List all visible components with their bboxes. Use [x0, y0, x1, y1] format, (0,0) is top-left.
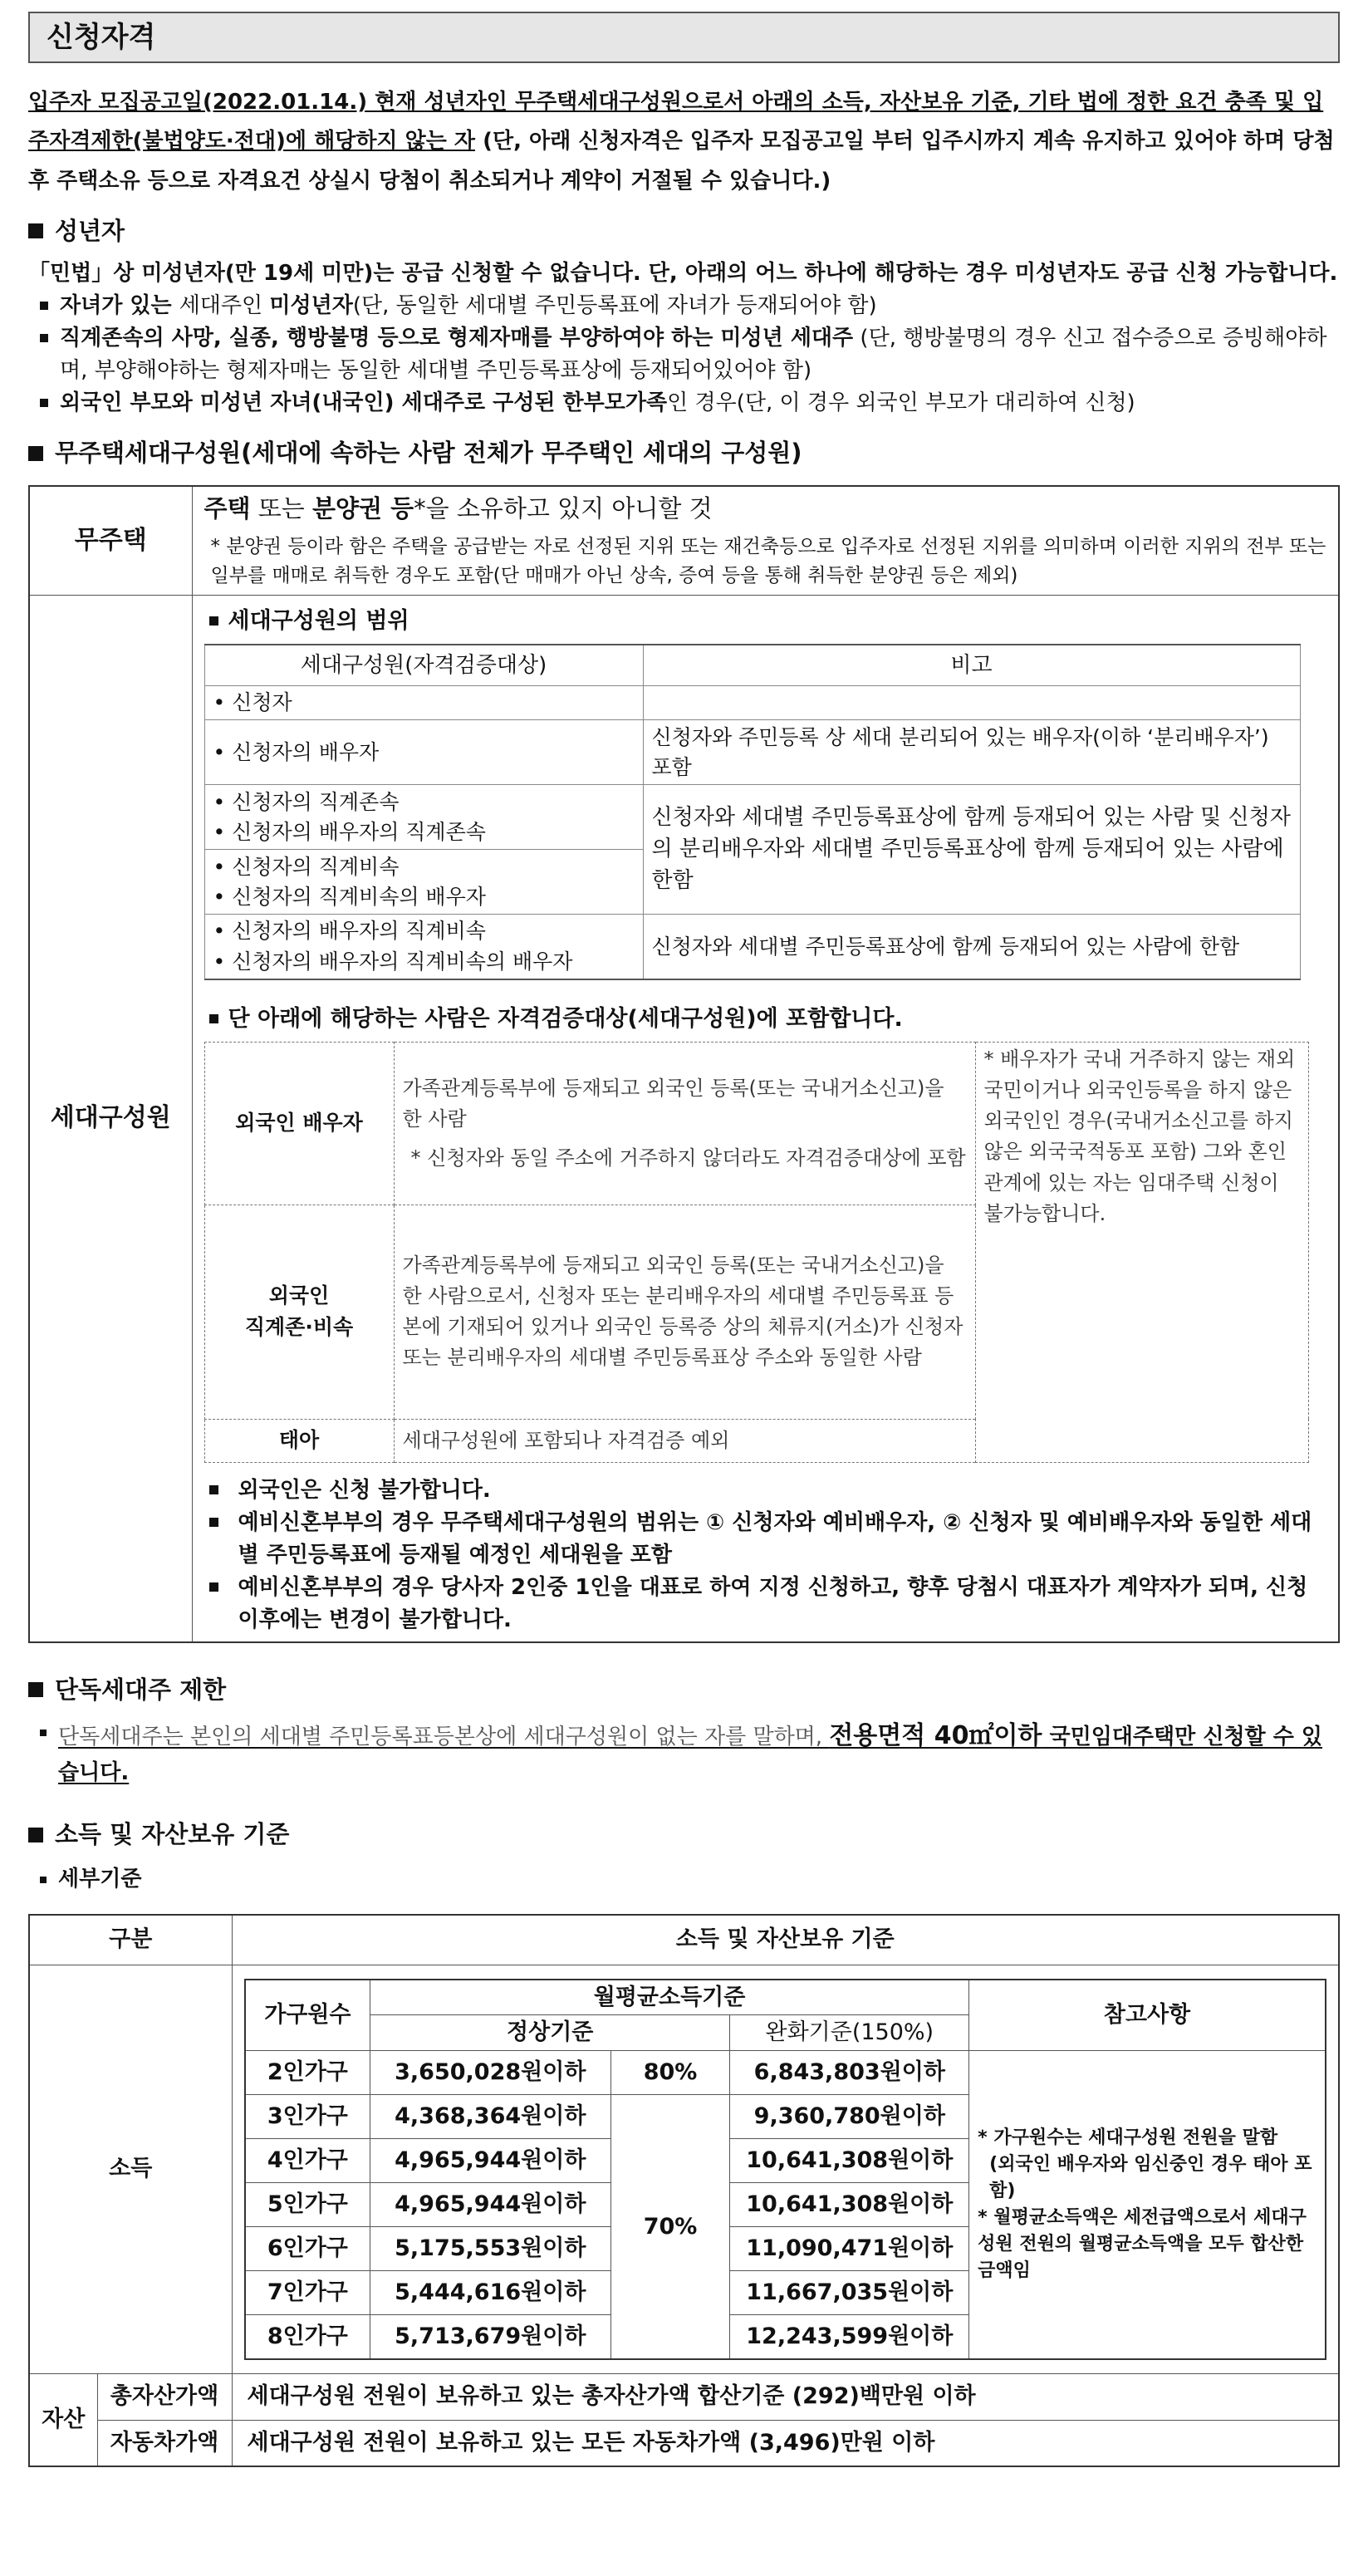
row-relaxed: 11,667,035원이하 — [730, 2271, 969, 2315]
footnote-3: 예비신혼부부의 경우 당사자 2인중 1인을 대표로 하여 지정 신청하고, 향후 당첨시 대표자가 계약자가 되며, 신청이후에는 변경이 불가합니다. — [204, 1572, 1326, 1636]
section-title: 신청자격 — [47, 20, 156, 54]
asset-total-label: 총자산가액 — [97, 2373, 232, 2420]
row-size: 5인가구 — [245, 2183, 370, 2227]
intro-rest: (단, 아래 신청자격은 입주자 모집공고일 부터 입주시까지 계속 유지하고 있어야 하며 당첨 후 주택소유 등으로 자격요건 상실시 당첨이 취소되거나 계약이 거절될 수 있습니다.) — [28, 129, 1335, 194]
h-size: 가구원수 — [245, 1980, 370, 2051]
footnote-2: 예비신혼부부의 경우 무주택세대구성원의 범위는 ① 신청자와 예비배우자, ② 신청자 및 예비배우자와 동일한 세대별 주민등록표에 등재될 예정인 세대원을 포함 — [204, 1507, 1326, 1572]
row-spouse-descendant: • 신청자의 배우자의 직계비속 • 신청자의 배우자의 직계비속의 배우자 — [204, 915, 643, 979]
intro-underlined: 입주자 모집공고일(2022.01.14.) 현재 성년자인 무주택세대구성원으로서 아래의 소득, 자산보유 기준, 기타 법에 정한 요건 충족 및 입주자격제한(불법양도·전대)에 해당하지 않는 자 — [28, 90, 1324, 155]
footnote-1: 외국인은 신청 불가합니다. — [204, 1474, 1326, 1507]
row-spouse: • 신청자의 배우자 — [204, 720, 643, 785]
square-bullet-icon — [209, 616, 218, 626]
row-normal: 4,965,944원이하 — [370, 2139, 610, 2183]
single-bullet: 단독세대주는 본인의 세대별 주민등록표등본상에 세대구성원이 없는 자를 말하며, 전용면적 40㎡이하 국민임대주택만 신청할 수 있습니다. — [40, 1716, 1340, 1791]
asset-total: 세대구성원 전원이 보유하고 있는 총자산가액 합산기준 (292)백만원 이하 — [232, 2373, 1339, 2420]
adult-bullet-1: 자녀가 있는 세대주인 미성년자(단, 동일한 세대별 주민등록표에 자녀가 등재되어야 함) — [40, 290, 1340, 322]
row-normal: 5,713,679원이하 — [370, 2315, 610, 2359]
scope-heading: 세대구성원의 범위 — [209, 604, 1331, 639]
row-size: 7인가구 — [245, 2271, 370, 2315]
income-ref-notes: * 가구원수는 세대구성원 전원을 말함 (외국인 배우자와 임신중인 경우 태아 포함) * 월평균소득액은 세전급액으로서 세대구성원 전원의 월평균소득액을 모두 합산한 금액임 — [969, 2051, 1326, 2359]
intro-paragraph — [28, 83, 1340, 201]
row-normal: 3,650,028원이하 — [370, 2051, 610, 2095]
square-bullet-icon — [209, 1582, 218, 1592]
include-heading: 단 아래에 해당하는 사람은 자격검증대상(세대구성원)에 포함합니다. — [209, 1002, 1331, 1037]
square-bullet-icon — [28, 223, 43, 238]
adult-bullet-2: 직계존속의 사망, 실종, 행방불명 등으로 형제자매를 부양하여야 하는 미성년 세대주 (단, 행방불명의 경우 신고 접수증으로 증빙해야하며, 부양해야하는 형제자매는 동일한 세대별 주민등록표상에 등재되어있어야 함) — [40, 322, 1340, 387]
square-bullet-icon — [209, 1014, 218, 1023]
h-normal: 정상기준 — [370, 2015, 729, 2051]
h-ref: 참고사항 — [969, 1980, 1326, 2051]
square-bullet-icon — [28, 1828, 43, 1842]
income-sub: 세부기준 — [40, 1863, 1340, 1896]
row-size: 4인가구 — [245, 2139, 370, 2183]
square-bullet-icon — [40, 399, 48, 407]
square-bullet-icon — [40, 334, 48, 342]
col-note: 비고 — [643, 645, 1300, 686]
row-relaxed: 11,090,471원이하 — [730, 2227, 969, 2271]
row-applicant: • 신청자 — [204, 686, 643, 720]
row-ascendant: • 신청자의 직계존속 • 신청자의 배우자의 직계존속 — [204, 785, 643, 850]
adult-paragraph: 「민법」상 미성년자(만 19세 미만)는 공급 신청할 수 없습니다. 단, 아래의 어느 하나에 해당하는 경우 미성년자도 공급 신청 가능합니다. — [28, 260, 1338, 286]
pct-80: 80% — [610, 2051, 730, 2095]
square-bullet-icon — [209, 1518, 218, 1527]
row-relaxed: 10,641,308원이하 — [730, 2183, 969, 2227]
fetus-text: 세대구성원에 포함되나 자격검증 예외 — [394, 1419, 975, 1462]
row-relaxed: 9,360,780원이하 — [730, 2095, 969, 2139]
row-normal: 5,444,616원이하 — [370, 2271, 610, 2315]
member-label: 세대구성원 — [29, 596, 192, 1642]
row-normal: 4,368,364원이하 — [370, 2095, 610, 2139]
h-relaxed: 완화기준(150%) — [730, 2015, 969, 2051]
income-heading: 소득 및 자산보유 기준 — [28, 1816, 1340, 1853]
row-size: 3인가구 — [245, 2095, 370, 2139]
square-bullet-icon — [40, 302, 48, 310]
nohouse-line: 주택 또는 분양권 등*을 소유하고 있지 아니할 것 — [203, 494, 713, 523]
row-relaxed: 10,641,308원이하 — [730, 2139, 969, 2183]
pct-70: 70% — [610, 2095, 730, 2359]
row-relaxed: 12,243,599원이하 — [730, 2315, 969, 2359]
h-gubun: 구분 — [29, 1915, 232, 1965]
income-table — [28, 1914, 1340, 2467]
h-criteria: 소득 및 자산보유 기준 — [232, 1915, 1339, 1965]
row-relaxed: 6,843,803원이하 — [730, 2051, 969, 2095]
adult-heading: 성년자 — [28, 213, 1340, 250]
row-normal: 4,965,944원이하 — [370, 2183, 610, 2227]
square-bullet-icon — [209, 1485, 218, 1494]
row-ascendant-note: 신청자와 세대별 주민등록표상에 함께 등재되어 있는 사람 및 신청자의 분리배우자와 세대별 주민등록표상에 함께 등재되어 있는 사람에 한함 — [643, 785, 1300, 915]
square-bullet-icon — [28, 446, 43, 461]
car-value: 세대구성원 전원이 보유하고 있는 모든 자동차가액 (3,496)만원 이하 — [232, 2420, 1339, 2466]
h-monthly: 월평균소득기준 — [370, 1980, 968, 2015]
foreign-lineal-label: 외국인 직계존·비속 — [204, 1205, 394, 1419]
row-size: 8인가구 — [245, 2315, 370, 2359]
include-table — [204, 1042, 1309, 1463]
income-label: 소득 — [29, 1965, 232, 2373]
fetus-label: 태아 — [204, 1419, 394, 1462]
asset-label: 자산 — [29, 2373, 97, 2466]
single-heading: 단독세대주 제한 — [28, 1671, 1340, 1709]
car-label: 자동차가액 — [97, 2420, 232, 2466]
foreign-spouse-text: 가족관계등록부에 등재되고 외국인 등록(또는 국내거소신고)을 한 사람 — [402, 1076, 944, 1131]
foreign-side-note: * 배우자가 국내 거주하지 않는 재외국민이거나 외국인등록을 하지 않은 외국인인 경우(국내거소신고를 하지 않은 외국국적동포 포함) 그와 혼인관계에 있는 자는 임대주택 신청이 불가능합니다. — [975, 1042, 1308, 1462]
scope-table — [204, 644, 1301, 980]
foreign-spouse-note: * 신청자와 동일 주소에 거주하지 않더라도 자격검증대상에 포함 — [410, 1146, 966, 1170]
row-spouse-note: 신청자와 주민등록 상 세대 분리되어 있는 배우자(이하 ‘분리배우자’) 포함 — [643, 720, 1300, 785]
row-normal: 5,175,553원이하 — [370, 2227, 610, 2271]
row-descendant: • 신청자의 직계비속 • 신청자의 직계비속의 배우자 — [204, 850, 643, 915]
adult-bullet-3: 외국인 부모와 미성년 자녀(내국인) 세대주로 구성된 한부모가족인 경우(단, 이 경우 외국인 부모가 대리하여 신청) — [40, 387, 1340, 420]
square-bullet-icon — [40, 1730, 47, 1736]
foreign-lineal-text: 가족관계등록부에 등재되고 외국인 등록(또는 국내거소신고)을 한 사람으로서, 신청자 또는 분리배우자의 세대별 주민등록표 등본에 기재되어 있거나 외국인 등록증 상의 체류지(거소)가 신청자 또는 분리배우자의 세대별 주민등록표상 주소와 동일한 사람 — [394, 1205, 975, 1419]
row-spouse-descendant-note: 신청자와 세대별 주민등록표상에 함께 등재되어 있는 사람에 한함 — [643, 915, 1300, 979]
section-title-bar — [28, 12, 1340, 63]
foreign-spouse-label: 외국인 배우자 — [204, 1042, 394, 1205]
nohouse-label: 무주택 — [29, 486, 192, 595]
income-inner-table — [244, 1979, 1326, 2360]
nohouse-note: * 분양권 등이라 함은 주택을 공급받는 자로 선정된 지위 또는 재건축등으로 입주자로 선정된 지위를 의미하며 이러한 지위의 전부 또는 일부를 매매로 취득한 경우도 포함(단 매매가 아닌 상속, 증여 등을 통해 취득한 분양권 등은 제외) — [210, 536, 1326, 586]
row-size: 6인가구 — [245, 2227, 370, 2271]
square-bullet-icon — [40, 1877, 47, 1883]
household-heading: 무주택세대구성원(세대에 속하는 사람 전체가 무주택인 세대의 구성원) — [28, 434, 1340, 472]
row-size: 2인가구 — [245, 2051, 370, 2095]
square-bullet-icon — [28, 1682, 43, 1697]
household-table — [28, 485, 1340, 1642]
col-member: 세대구성원(자격검증대상) — [204, 645, 643, 686]
